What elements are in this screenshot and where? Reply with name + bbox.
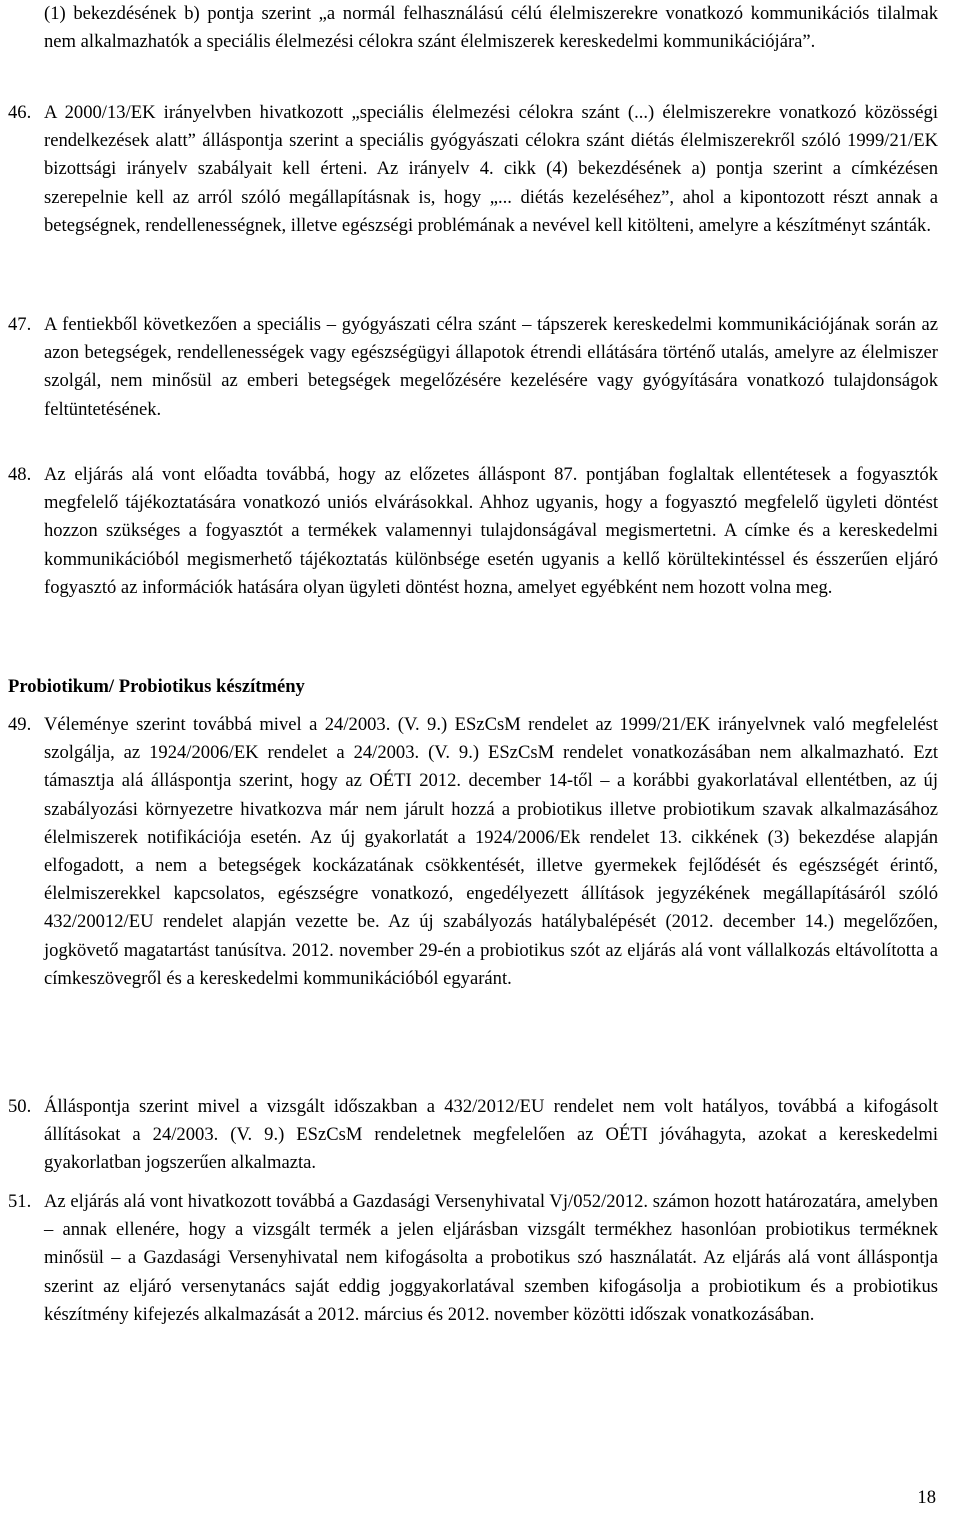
paragraph-text: Az eljárás alá vont hivatkozott továbbá a Gazdasági Versenyhivatal Vj/052/2012. számon hozott határozatára, amelyben – annak ellenére, hogy a vizsgált termék a jelen eljárásban vizsgált termékhez hasonlóan probiotikus terméknek minősül – a Gazdasági Versenyhivatal nem kifogásolta a probotikus szó használatát. Az eljárás alá vont álláspontja szerint az eljáró versenytanács saját eddig joggyakorlatával szemben kifogásolja a probiotikum és a probiotikus készítmény kifejezés alkalmazását a 2012. március és 2012. november közötti időszak vonatkozásában. <box>44 1191 938 1325</box>
page-number: 18 <box>917 1487 936 1508</box>
paragraph-number: 49. <box>8 714 32 735</box>
paragraph-text: Véleménye szerint továbbá mivel a 24/2003. (V. 9.) ESzCsM rendelet az 1999/21/EK irányelvnek való megfelelést szolgálja, az 1924/2006/EK rendelet a 24/2003. (V. 9.) ESzCsM rendelet vonatkozásában nem alkalmazható. Ezt támasztja alá álláspontja szerint, hogy az OÉTI 2012. december 14-től – a korábbi gyakorlatával ellentétben, az új szabályozási környezetre hivatkozva már nem járult hozzá a probiotikus illetve probiotikum szavak alkalmazásához élelmiszerek notifikációja esetén. Az új gyakorlatát a 1924/2006/Ek rendelet 13. cikkének (3) bekezdése alapján elfogadott, a nem a betegségek kockázatának csökkentését, illetve gyermekek fejlődését és egészségét érintő, élelmiszerekkel kapcsolatos, egészségre vonatkozó, engedélyezett állítások jegyzékének megállapításáról szóló 432/20012/EU rendelet alapján vezette be. Az új szabályozás hatálybalépését (2012. december 14.) megelőzően, jogkövető magatartást tanúsítva. 2012. november 29-én a probiotikus szót az eljárás alá vont vállalkozás eltávolította a címkeszövegről és a kereskedelmi kommunikációból egyaránt. <box>44 714 938 989</box>
paragraph-number: 51. <box>8 1191 32 1212</box>
paragraph-text: A 2000/13/EK irányelvben hivatkozott „speciális élelmezési célokra szánt (...) élelmiszerekre vonatkozó közösségi rendelkezések alatt” álláspontja szerint a speciális gyógyászati célokra szánt diétás élelmiszerekről szóló 1999/21/EK bizottsági irányelv szabályait kell érteni. Az irányelv 4. cikk (4) bekezdésének a) pontja szerint a címkézésen szerepelnie kell az arról szóló megállapításnak is, hogy „... diétás kezeléséhez”, ahol a kipontozott részt annak a betegségnek, rendellenességnek, illetve egészségi problémának a nevével kell kitölteni, amelyre a készítményt szánták. <box>44 102 938 236</box>
paragraph-text: A fentiekből következően a speciális – gyógyászati célra szánt – tápszerek kereskedelmi kommunikációjának során az azon betegségek, rendellenességek vagy egészségügyi állapotok étrendi ellátására történő utalás, amelyre az élelmiszer szolgál, nem minősül az emberi betegségek megelőzésére kezelésére vagy gyógyítására vonatkozó tulajdonságok feltüntetésének. <box>44 314 938 420</box>
paragraph-number: 47. <box>8 314 32 335</box>
paragraph-text: Az eljárás alá vont előadta továbbá, hogy az előzetes álláspont 87. pontjában foglaltak ellentétesek a fogyasztók megfelelő tájékoztatására vonatkozó uniós elvárásokkal. Ahhoz ugyanis, hogy a fogyasztó megfelelő ügyleti döntést hozzon szükséges a fogyasztót a termékek valamennyi tulajdonságával megismertetni. A címke és a kereskedelmi kommunikációból megismerhető tájékoztatás különbsége esetén ugyanis a kellő körültekintéssel és ésszerűen eljáró fogyasztó az információk hatására olyan ügyleti döntést hozna, amelyet egyébként nem hozott volna meg. <box>44 464 938 598</box>
paragraph-number: 48. <box>8 464 32 485</box>
paragraph-number: 50. <box>8 1096 32 1117</box>
paragraph-number: 46. <box>8 102 32 123</box>
paragraph-text: Álláspontja szerint mivel a vizsgált időszakban a 432/2012/EU rendelet nem volt hatályos, továbbá a kifogásolt állításokat a 24/2003. (V. 9.) ESzCsM rendeletnek megfelelően az OÉTI jóváhagyta, azokat a kereskedelmi gyakorlatban jogszerűen alkalmazta. <box>44 1096 938 1174</box>
section-heading: Probiotikum/ Probiotikus készítmény <box>8 676 305 697</box>
continuation-paragraph: (1) bekezdésének b) pontja szerint „a normál felhasználású célú élelmiszerekre vonatkozó kommunikációs tilalmak nem alkalmazhatók a speciális élelmezési célokra szánt élelmiszerek kereskedelmi kommunikációjára”. <box>44 3 938 53</box>
